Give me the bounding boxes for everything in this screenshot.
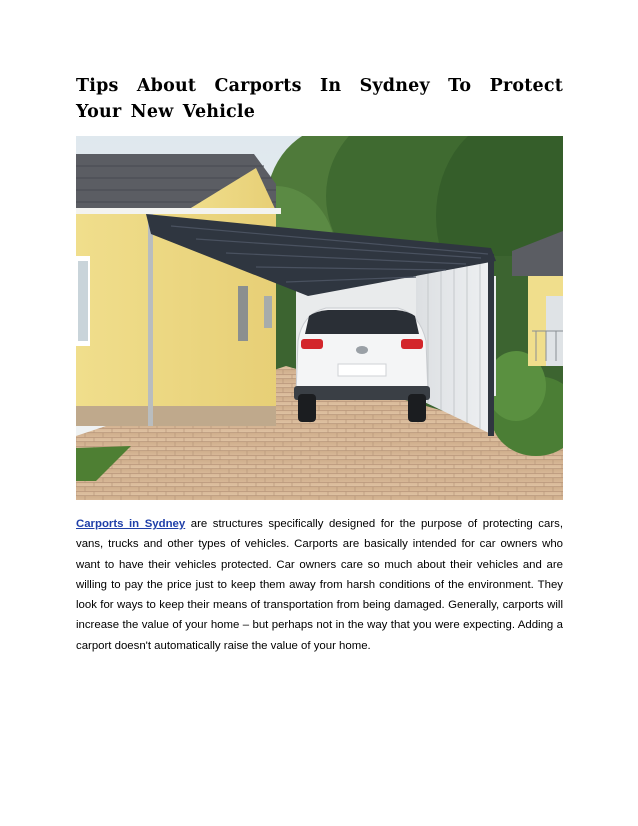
paragraph-text: are structures specifically designed for the purpose of protecting cars, vans, trucks and other types of vehicles. Carports are basically intended for car owners who want to have their vehicles protected. Car owners care so much about their vehicles and are willing to pay the price just to keep them away from harsh conditions of the environment. They look for ways to keep their means of transportation from being damaged. Generally, carports will increase the value of your home – but perhaps not in the way that you were expecting. Adding a carport doesn't automatically raise the value of your home. bbox=[76, 518, 563, 652]
document-title: Tips About Carports In Sydney To Protect Your New Vehicle bbox=[76, 76, 563, 122]
body-paragraph bbox=[76, 514, 563, 656]
carports-in-sydney-link[interactable]: Carports in Sydney bbox=[76, 518, 186, 530]
carport-photo bbox=[76, 136, 563, 500]
